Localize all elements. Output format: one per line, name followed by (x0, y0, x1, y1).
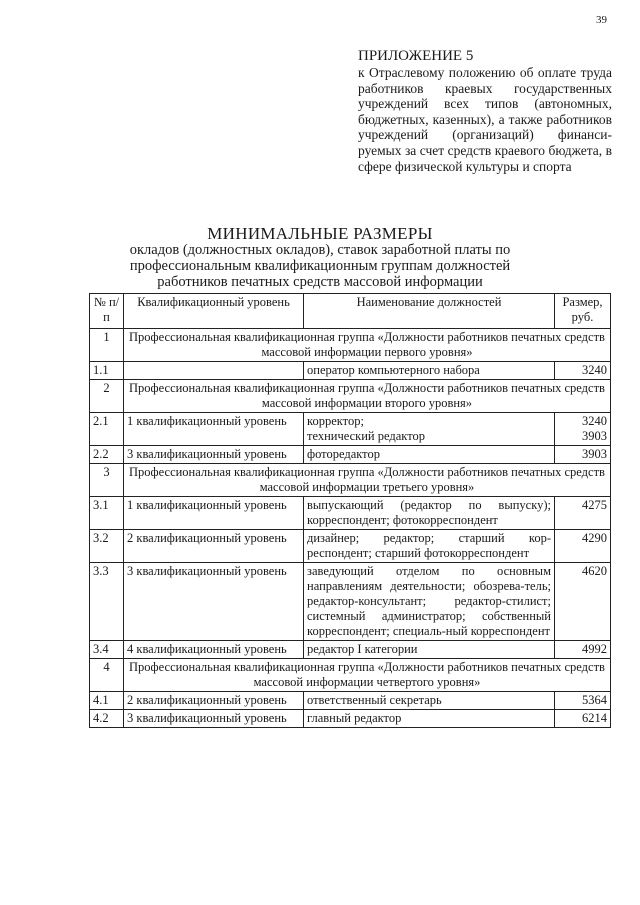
group-title: Профессиональная квалификационная группа «Должности работников печатных средств массовой информации четвертого уровня» (124, 659, 611, 692)
position-name: корректор; (307, 414, 364, 428)
qualification-level: 1 квалификационный уровень (124, 413, 304, 446)
header-amount: Размер, руб. (555, 294, 611, 329)
position-names (304, 446, 555, 464)
table-row (90, 710, 611, 728)
document-subtitle: окладов (должностных окладов), ставок заработной платы по профессиональным квалификационным группам должностей работников печатных средств массовой информации (129, 242, 511, 290)
table-row (90, 692, 611, 710)
amount-value: 4275 (582, 498, 607, 512)
table-row (90, 563, 611, 641)
group-number: 4 (90, 659, 124, 692)
qualification-level: 3 квалификационный уровень (124, 710, 304, 728)
row-number: 2.1 (90, 413, 124, 446)
salary-amount (555, 692, 611, 710)
position-name: фоторедактор (307, 447, 380, 461)
position-name: редактор I категории (307, 642, 418, 656)
page-number: 39 (596, 14, 607, 26)
position-name: выпускающий (редактор по выпуску); корреспондент; фотокорреспондент (307, 498, 551, 527)
qualification-level: 3 квалификационный уровень (124, 563, 304, 641)
salary-amount (555, 362, 611, 380)
table-row (90, 446, 611, 464)
amount-value: 4620 (582, 564, 607, 578)
salary-amount (555, 446, 611, 464)
position-name: ответственный секретарь (307, 693, 442, 707)
appendix-title: ПРИЛОЖЕНИЕ 5 (358, 48, 474, 64)
table-row (90, 641, 611, 659)
position-name: главный редактор (307, 711, 402, 725)
group-number: 2 (90, 380, 124, 413)
position-name: заведующий отделом по основным направлениям деятельности; обозрева-тель; редактор-консультант; редактор-стилист; системный администратор; собственный корреспондент; специаль-ный корреспондент (307, 564, 551, 638)
position-names (304, 563, 555, 641)
table-body (90, 329, 611, 728)
table-row (90, 362, 611, 380)
position-name: оператор компьютерного набора (307, 363, 480, 377)
row-number: 1.1 (90, 362, 124, 380)
position-names (304, 413, 555, 446)
table-header-row (90, 294, 611, 329)
position-names (304, 530, 555, 563)
position-name: технический редактор (307, 429, 425, 443)
group-number: 1 (90, 329, 124, 362)
amount-value: 6214 (582, 711, 607, 725)
position-name: дизайнер; редактор; старший кор-респондент; старший фотокорреспондент (307, 531, 551, 560)
appendix-block (358, 48, 612, 174)
group-row (90, 380, 611, 413)
position-names (304, 497, 555, 530)
qualification-level: 4 квалификационный уровень (124, 641, 304, 659)
salary-table (89, 293, 611, 728)
salary-amount (555, 710, 611, 728)
table-row (90, 530, 611, 563)
row-number: 2.2 (90, 446, 124, 464)
position-names (304, 641, 555, 659)
amount-value: 3240 (582, 363, 607, 377)
amount-value: 4992 (582, 642, 607, 656)
document-title: МИНИМАЛЬНЫЕ РАЗМЕРЫ (207, 224, 433, 243)
amount-value: 3240 (582, 414, 607, 428)
amount-value: 4290 (582, 531, 607, 545)
group-row (90, 464, 611, 497)
appendix-text: к Отраслевому положению об оплате труда работников краевых государственных учреждений всех типов (автономных, бюджетных, казенных), а также работников учреждений (организаций) финанси-руемых за счет средств краевого бюджета, в сфере физической культуры и спорта (358, 65, 612, 174)
position-names (304, 692, 555, 710)
salary-amount (555, 641, 611, 659)
qualification-level: 3 квалификационный уровень (124, 446, 304, 464)
salary-amount (555, 413, 611, 446)
qualification-level: 2 квалификационный уровень (124, 692, 304, 710)
amount-value: 3903 (582, 429, 607, 443)
group-title: Профессиональная квалификационная группа «Должности работников печатных средств массовой информации третьего уровня» (124, 464, 611, 497)
qualification-level: 2 квалификационный уровень (124, 530, 304, 563)
amount-value: 3903 (582, 447, 607, 461)
group-number: 3 (90, 464, 124, 497)
group-title: Профессиональная квалификационная группа «Должности работников печатных средств массовой информации второго уровня» (124, 380, 611, 413)
table-row (90, 413, 611, 446)
row-number: 4.1 (90, 692, 124, 710)
position-names (304, 362, 555, 380)
row-number: 3.2 (90, 530, 124, 563)
row-number: 4.2 (90, 710, 124, 728)
group-title: Профессиональная квалификационная группа «Должности работников печатных средств массовой информации первого уровня» (124, 329, 611, 362)
row-number: 3.1 (90, 497, 124, 530)
amount-value: 5364 (582, 693, 607, 707)
salary-amount (555, 497, 611, 530)
position-names (304, 710, 555, 728)
group-row (90, 329, 611, 362)
row-number: 3.4 (90, 641, 124, 659)
group-row (90, 659, 611, 692)
salary-amount (555, 563, 611, 641)
header-position: Наименование должностей (304, 294, 555, 329)
qualification-level: 1 квалификационный уровень (124, 497, 304, 530)
header-level: Квалификационный уровень (124, 294, 304, 329)
salary-amount (555, 530, 611, 563)
header-num: № п/п (90, 294, 124, 329)
qualification-level (124, 362, 304, 380)
table-row (90, 497, 611, 530)
row-number: 3.3 (90, 563, 124, 641)
